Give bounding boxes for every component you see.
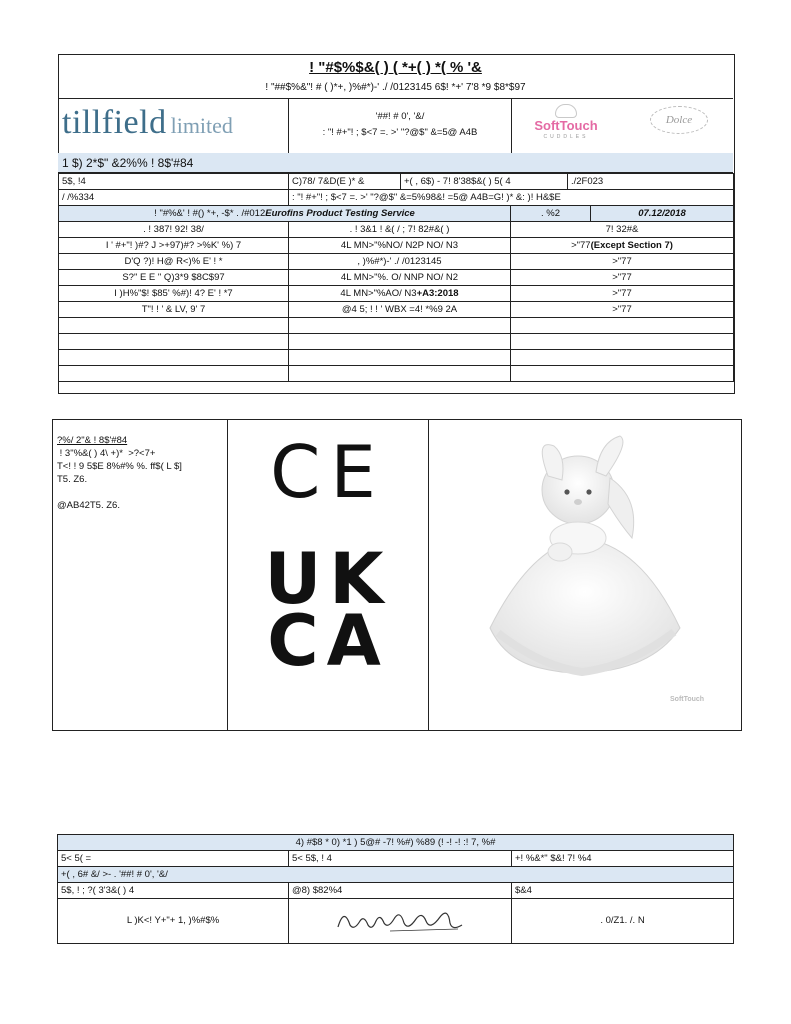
signoff-row-2 [58,867,734,883]
standards-row [59,254,734,270]
standards-cell-text: 4L MN>"%NO/ N2P NO/ N3 [340,239,459,251]
standards-cell-c1 [59,302,289,318]
ukca-line-2: CA [267,600,389,682]
signoff-row2-text: +( , 6# &/ >- . '##! # 0', '&/ [58,867,734,883]
marking-label-lines [57,447,223,486]
standards-empty-cell [289,318,511,334]
product-row-c2: C)78/ 7&D(E )* & [289,174,401,190]
standards-cell-c3 [511,238,734,254]
standards-cell-c2 [289,238,511,254]
standards-cell-text: 4L MN>"%. O/ NNP NO/ N2 [340,271,459,283]
company-logo-suffix: limited [170,113,233,138]
standards-cell-text: S?" E E " Q)3*9 $8C$97 [122,271,225,283]
ukca-line-1: UK [264,538,392,620]
lab-row-date: 07.12/2018 [591,206,734,222]
standards-row [59,302,734,318]
standards-empty-row [59,366,734,382]
handwritten-signature [330,901,470,937]
lab-table [58,205,734,222]
standards-empty-row [59,334,734,350]
standards-row [59,286,734,302]
softtouch-bear-icon [555,104,577,118]
marking-label-line: ! 3"%&( ) 4\ +)* >?<7+ [57,448,156,459]
signoff-row3-c3: $&4 [512,883,734,899]
address-line-1: '##! # 0', '&/ [375,111,425,122]
standards-cell-c1 [59,286,289,302]
declaration-title: ! "#$%$&( ) ( *+( ) *( % '& [309,59,482,76]
product-row-c1: 5$, !4 [59,174,289,190]
standards-cell-c2 [289,222,511,238]
standards-cell-c3 [511,254,734,270]
standards-empty-cell [59,350,289,366]
standards-empty-cell [511,334,734,350]
dolce-logo [636,106,722,146]
standards-cell-text: . ! 387! 92! 38/ [143,223,204,235]
standards-empty-cell [59,366,289,382]
product-row [59,174,734,190]
standards-empty-row [59,318,734,334]
signoff-row3-c1: 5$, ! ; ?( 3'3&( ) 4 [58,883,289,899]
standards-cell-extra: +A3:2018 [416,287,459,299]
address-line-2: : "! #+"! ; $<7 =. >' "?@$" &=5@ A4B [322,127,478,138]
photo-watermark: SoftTouch [670,696,705,703]
ref-table [58,189,734,206]
standards-cell-c1 [59,238,289,254]
signoff-title: 4) #$8 * 0) *1 ) 5@# -7! %#) %89 (! -! -! :! 7, %# [58,835,734,851]
company-logo-name: tillfield [62,104,167,141]
standards-cell-c3 [511,222,734,238]
standards-cell-text: >"77 [612,303,632,315]
standards-cell-text: @4 5; ! ! ' WBX =4! *%9 2A [341,303,458,315]
standards-cell-text: , )%#*)-' ./ /0123145 [357,255,442,267]
product-section-heading [58,153,733,173]
standards-cell-text: 7! 32#& [605,223,639,235]
signoff-row1-c1: 5< 5( = [58,851,289,867]
standards-cell-text: 4L MN>"%AO/ N3 [340,287,417,299]
dolce-logo-text: Dolce [665,114,693,126]
standards-empty-cell [289,366,511,382]
standards-empty-cell [289,350,511,366]
standards-cell-text: T"! ! ' & LV, 9' 7 [141,303,206,315]
standards-cell-text: . ! 3&1 ! &( / ; 7! 82#&( ) [349,223,450,235]
signoff-title-row [58,835,734,851]
standards-cell-c3 [511,302,734,318]
standards-empty-cell [59,334,289,350]
standards-cell-text: I ' #+"! )#? J >+97)#? >%K' %) 7 [105,239,242,251]
bunny-comforter-image [470,428,700,708]
signoff-row3-c2: @8) $82%4 [289,883,512,899]
standards-cell-text: >"77 [612,271,632,283]
standards-cell-c3 [511,270,734,286]
ukca-mark [228,538,428,682]
marking-label-code: @AB42T5. Z6. [57,500,120,511]
standards-row [59,222,734,238]
standards-cell-c2 [289,286,511,302]
lab-row-label-cell [59,206,511,222]
ref-row-c2: : "! #+"! ; $<7 =. >' "?@$" &=5%98&! =5@ A4B=G! )* &: )! H&$E [289,190,734,206]
standards-cell-c3 [511,286,734,302]
standards-cell-text: D'Q ?)! H@ R<)% E' ! * [124,255,223,267]
standards-cell-text: I )H%"$! $85' %#)! 4? E' ! *7 [114,287,233,299]
company-logo [62,104,286,148]
standards-cell-text: >"77 [612,255,632,267]
standards-cell-c1 [59,270,289,286]
signoff-row4-c1: L )K<! Y+"+ 1, )%#$% [58,899,289,944]
standards-empty-cell [59,318,289,334]
signature-cell [289,899,512,944]
lab-row [59,206,734,222]
product-photo [470,428,705,708]
marking-label-line: T<! ! 9 5$E 8%#% %. ff$( L $] [57,461,182,472]
standards-row [59,238,734,254]
standards-row [59,270,734,286]
signoff-table [57,834,734,944]
ce-mark: CE [270,430,386,514]
standards-table [58,221,734,382]
softtouch-logo [520,104,612,148]
signoff-row1-c3: +! %&*" $&! 7! %4 [512,851,734,867]
softtouch-logo-tag: CUDDLES [543,134,589,140]
product-info-table [58,173,734,190]
lab-row-mid: . %2 [511,206,591,222]
product-row-c3: +( , 6$) - 7! 8'38$&( ) 5( 4 [401,174,568,190]
standards-cell-c2 [289,254,511,270]
signoff-row1-c2: 5< 5$, ! 4 [289,851,512,867]
standards-cell-c1 [59,254,289,270]
standards-empty-row [59,350,734,366]
logo-divider-2 [511,98,512,153]
standards-cell-c1 [59,222,289,238]
signoff-row-4 [58,899,734,944]
signoff-row4-c3: . 0/Z1. /. N [512,899,734,944]
signoff-row-3 [58,883,734,899]
product-row-c4: ./2F023 [568,174,734,190]
product-section-label: 1 $) 2*$" &2%% ! 8$'#84 [62,156,194,170]
ref-row-c1: / /%334 [59,190,289,206]
standards-empty-cell [289,334,511,350]
standards-empty-cell [511,350,734,366]
marking-label-line: T5. Z6. [57,474,88,485]
signoff-row-1 [58,851,734,867]
lab-row-label: ! "#%&' ! #() *+, -$* . /#012 [154,207,266,219]
marking-label-title: ?%/ 2"& ! 8$'#84 [57,435,128,446]
standards-empty-cell [511,366,734,382]
softtouch-logo-text: SoftTouch [534,118,598,133]
marking-label-block [57,434,223,512]
ref-row [59,190,734,206]
standards-cell-extra: (Except Section 7) [590,239,673,251]
declaration-subtitle: ! "##$%&"! # ( )*+, )%#*)-' ./ /0123145 6$! *+' 7'8 *9 $8*$97 [265,82,526,93]
standards-cell-text: >"77 [612,287,632,299]
standards-cell-c2 [289,302,511,318]
lab-name: Eurofins Product Testing Service [265,207,415,219]
dolce-ornament-icon [650,106,708,134]
standards-cell-text: >"77 [571,239,591,251]
standards-empty-cell [511,318,734,334]
address-block [289,109,511,141]
standards-cell-c2 [289,270,511,286]
marking-divider-2 [428,419,429,730]
